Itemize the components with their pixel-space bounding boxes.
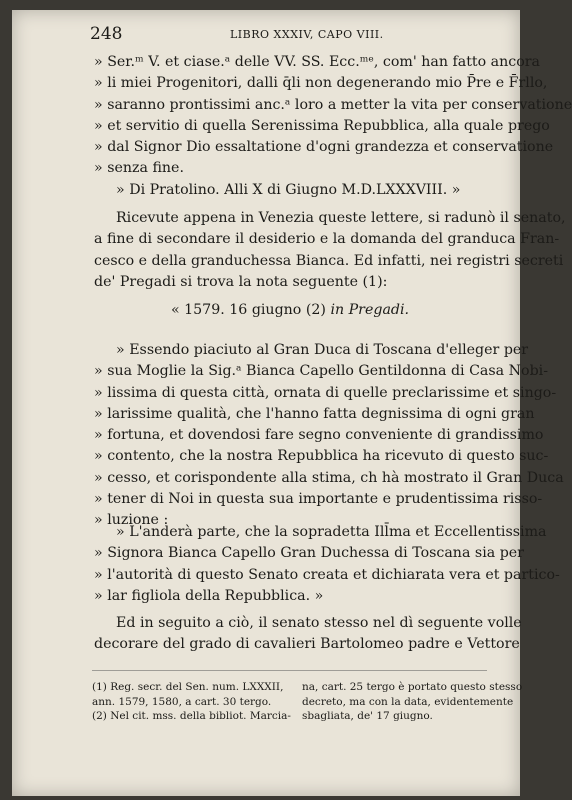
- letter-closing: [94, 52, 572, 201]
- text-line: a fine di secondare il desiderio e la domanda del granduca Fran-: [94, 231, 560, 248]
- footnote-line: (1) Reg. secr. del Sen. num. LXXXII,: [92, 681, 284, 693]
- footnote-line: decreto, ma con la data, evidentemente: [302, 695, 514, 708]
- text-line: » tener di Noi in questa sua importante e prudentissima risso-: [94, 491, 543, 508]
- text-line: » l'autorità di questo Senato creata et dichiarata vera et partico-: [94, 566, 560, 583]
- footnote-line: ann. 1579, 1580, a cart. 30 tergo.: [92, 695, 272, 708]
- decree-resolution: [94, 522, 560, 607]
- text-line: » li miei Progenitori, dalli q̄li non degenerando mio P̄re e F̄rllo,: [94, 75, 548, 92]
- text-line: » Essendo piaciuto al Gran Duca di Toscana d'elleger per: [116, 342, 529, 358]
- closing-paragraph: [94, 613, 522, 656]
- text-line: » L'anderà parte, che la sopradetta Ill̄ma et Eccellentissima: [116, 524, 547, 540]
- narrative-paragraph: [94, 208, 566, 293]
- text-line: de' Pregadi si trova la nota seguente (1):: [94, 273, 388, 290]
- text-line: » dal Signor Dio essaltatione d'ogni grandezza et conservatione: [94, 139, 554, 156]
- text-line: Ed in seguito a ciò, il senato stesso nel dì seguente volle: [116, 615, 522, 631]
- running-head: LIBRO XXXIV, CAPO VIII.: [230, 28, 384, 41]
- decree-venue: in Pregadi.: [330, 302, 410, 318]
- text-line: » contento, che la nostra Repubblica ha ricevuto di questo suc-: [94, 448, 549, 465]
- footnote-line: (2) Nel cit. mss. della bibliot. Marcia-: [92, 710, 291, 722]
- footnote-line: sbagliata, de' 17 giugno.: [302, 710, 433, 722]
- book-page: [12, 10, 572, 796]
- text-line: » senza fine.: [94, 160, 184, 177]
- text-line: » cesso, et corispondente alla stima, ch hà mostrato il Gran Duca: [94, 469, 564, 486]
- text-line: » fortuna, et dovendosi fare segno conveniente di grandissimo: [94, 427, 544, 444]
- text-line: decorare del grado di cavalieri Bartolomeo padre e Vettore: [94, 636, 520, 653]
- footnote-line: na, cart. 25 tergo è portato questo stesso: [302, 681, 523, 693]
- text-line: » luzione :: [94, 512, 169, 529]
- text-line: » Signora Bianca Capello Gran Duchessa di Toscana sia per: [94, 545, 524, 562]
- text-line: cesco e della granduchessa Bianca. Ed infatti, nei registri secreti: [94, 252, 564, 269]
- footnote-column-right: [302, 680, 523, 724]
- text-line: » lar figliola della Repubblica. »: [94, 587, 324, 604]
- footnote-rule: [92, 670, 487, 671]
- text-line: » saranno prontissimi anc.ᵃ loro a metter la vita per conservatione: [94, 96, 572, 113]
- page-number: 248: [90, 24, 123, 44]
- decree-date: « 1579. 16 giugno (2): [170, 302, 331, 318]
- text-line: » lissima di questa città, ornata di quelle preclarissime et singo-: [94, 384, 557, 401]
- text-line: » Ser.ᵐ V. et ciase.ᵃ delle VV. SS. Ecc.ᵐᵉ, com' han fatto ancora: [94, 54, 540, 70]
- text-line: » et servitio di quella Serenissima Repubblica, alla quale prego: [94, 117, 550, 134]
- text-line: » larissime qualità, che l'hanno fatta degnissima di ogni gran: [94, 405, 535, 422]
- letter-signoff: » Di Pratolino. Alli X di Giugno M.D.LXXXVIII. »: [116, 181, 461, 198]
- text-line: » sua Moglie la Sig.ᵃ Bianca Capello Gentildonna di Casa Nobi-: [94, 363, 549, 380]
- decree-heading: [94, 300, 486, 321]
- text-line: Ricevute appena in Venezia queste lettere, si radunò il senato,: [116, 210, 566, 226]
- footnote-column-left: [92, 680, 292, 724]
